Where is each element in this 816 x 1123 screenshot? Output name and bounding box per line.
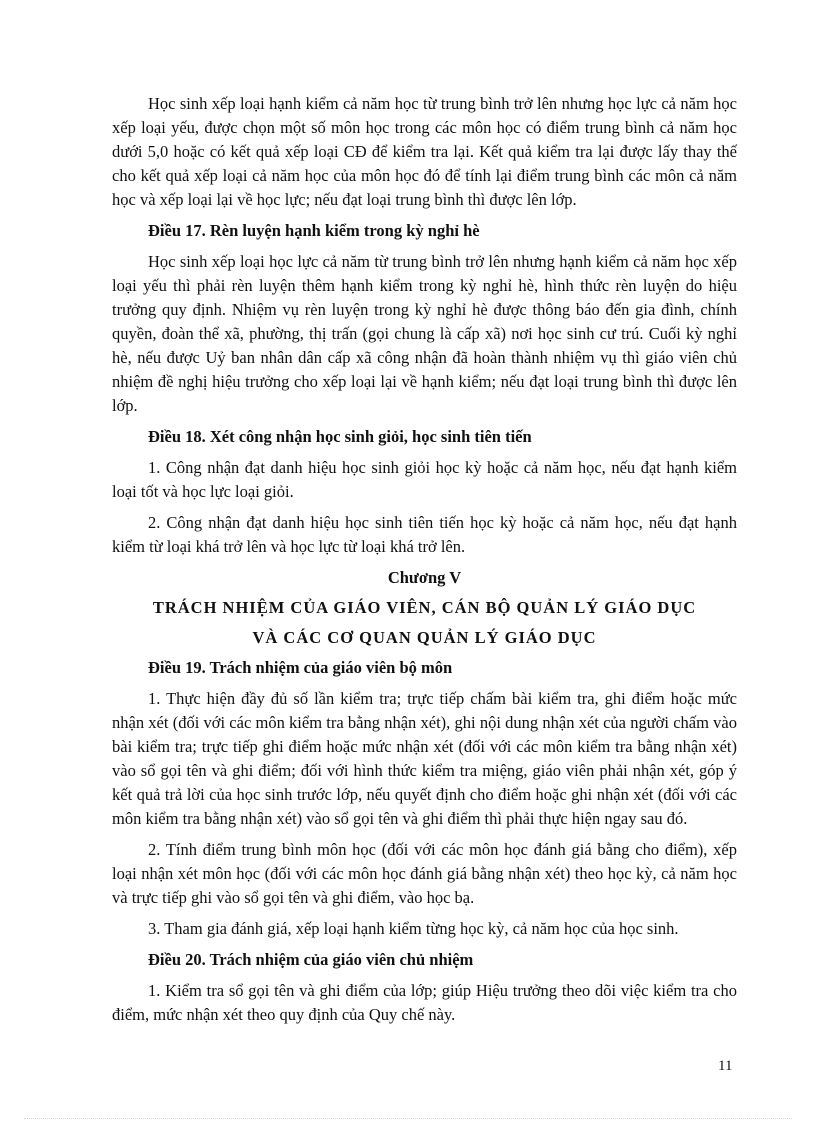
paragraph-subject-teacher-1: 1. Thực hiện đầy đủ số lần kiểm tra; trực tiếp chấm bài kiểm tra, ghi điểm hoặc mức nhận xét (đối với các môn kiểm tra bằng nhận xét), ghi nội dung nhận xét của người chấm vào bài kiểm tra; trực tiếp ghi điểm hoặc mức nhận xét (đối với các môn kiểm tra bằng nhận xét) vào sổ gọi tên và ghi điểm; đối với hình thức kiểm tra miệng, giáo viên phải nhận xét, góp ý kết quả trả lời của học sinh trước lớp, nếu quyết định cho điểm hoặc ghi nhận xét (đối với các môn kiểm tra bằng nhận xét) vào sổ gọi tên và ghi điểm thì phải thực hiện ngay sau đó. <box>112 689 737 828</box>
paragraph-excellent-student: 1. Công nhận đạt danh hiệu học sinh giỏi học kỳ hoặc cả năm học, nếu đạt hạnh kiểm loại tốt và học lực loại giỏi. <box>112 458 737 501</box>
article-17-heading: Điều 17. Rèn luyện hạnh kiểm trong kỳ nghỉ hè <box>148 221 480 240</box>
paragraph-subject-teacher-2: 2. Tính điểm trung bình môn học (đối với các môn học đánh giá bằng cho điểm), xếp loại nhận xét môn học (đối với các môn học đánh giá bằng nhận xét) theo học kỳ, cả năm học và trực tiếp ghi vào sổ gọi tên và ghi điểm, vào học bạ. <box>112 840 737 907</box>
paragraph-homeroom-teacher-1: 1. Kiểm tra sổ gọi tên và ghi điểm của lớp; giúp Hiệu trưởng theo dõi việc kiểm tra cho điểm, mức nhận xét theo quy định của Quy chế này. <box>112 981 737 1024</box>
article-18-heading: Điều 18. Xét công nhận học sinh giỏi, học sinh tiên tiến <box>148 427 532 446</box>
chapter-title-line-2: VÀ CÁC CƠ QUAN QUẢN LÝ GIÁO DỤC <box>252 628 597 647</box>
article-19-heading: Điều 19. Trách nhiệm của giáo viên bộ môn <box>148 658 453 677</box>
article-20-heading: Điều 20. Trách nhiệm của giáo viên chủ nhiệm <box>148 950 474 969</box>
footer-divider <box>24 1118 792 1119</box>
page-number: 11 <box>718 1058 733 1074</box>
paragraph-repeat-exam: Học sinh xếp loại hạnh kiểm cả năm học từ trung bình trở lên nhưng học lực cả năm học xếp loại yếu, được chọn một số môn học trong các môn học có điểm trung bình cả năm học dưới 5,0 hoặc có kết quả xếp loại CĐ để kiểm tra lại. Kết quả kiểm tra lại được lấy thay thế cho kết quả xếp loại cả năm học của môn học đó để tính lại điểm trung bình các môn cả năm học và xếp loại lại về học lực; nếu đạt loại trung bình thì được lên lớp. <box>112 94 737 209</box>
document-page <box>112 92 737 1034</box>
paragraph-subject-teacher-3: 3. Tham gia đánh giá, xếp loại hạnh kiểm từng học kỳ, cả năm học của học sinh. <box>148 919 679 938</box>
paragraph-summer-conduct: Học sinh xếp loại học lực cả năm từ trung bình trở lên nhưng hạnh kiểm cả năm học xếp loại yếu thì phải rèn luyện thêm hạnh kiểm trong kỳ nghỉ hè, hình thức rèn luyện do hiệu trưởng quy định. Nhiệm vụ rèn luyện trong kỳ nghỉ hè được thông báo đến gia đình, chính quyền, đoàn thể xã, phường, thị trấn (gọi chung là cấp xã) nơi học sinh cư trú. Cuối kỳ nghỉ hè, nếu được Uỷ ban nhân dân cấp xã công nhận đã hoàn thành nhiệm vụ thì giáo viên chủ nhiệm đề nghị hiệu trưởng cho xếp loại lại về hạnh kiểm; nếu đạt loại trung bình thì được lên lớp. <box>112 252 737 415</box>
chapter-title-line-1: TRÁCH NHIỆM CỦA GIÁO VIÊN, CÁN BỘ QUẢN LÝ GIÁO DỤC <box>152 598 697 617</box>
chapter-number: Chương V <box>387 568 462 587</box>
paragraph-advanced-student: 2. Công nhận đạt danh hiệu học sinh tiên tiến học kỳ hoặc cả năm học, nếu đạt hạnh kiểm từ loại khá trở lên và học lực từ loại khá trở lên. <box>112 513 737 556</box>
